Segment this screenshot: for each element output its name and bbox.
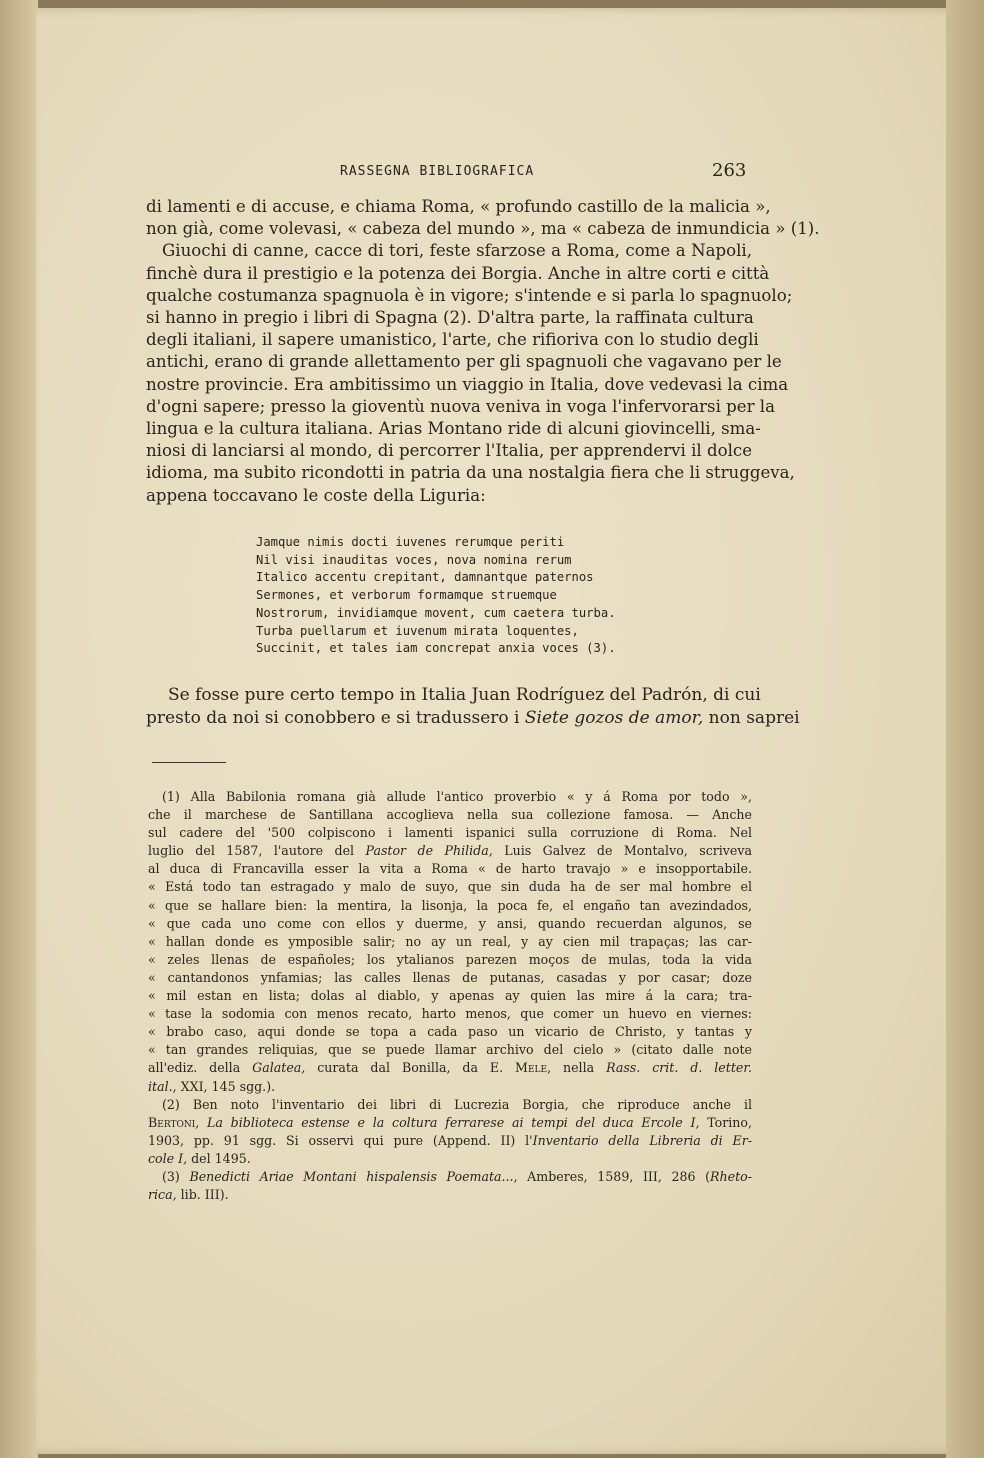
journal-title-italic: ital. [148, 1078, 173, 1094]
text-fragment: all'ediz. della [148, 1060, 241, 1076]
footnote-2-line [148, 1150, 752, 1168]
text-fragment: lib. III). [180, 1187, 229, 1203]
footnote-1-line: « cantandonos ynfamias; las calles llenas de putanas, casadas y por casar; doze [148, 969, 752, 985]
footnote-1-line: « hallan donde es ymposible salir; no ay un real, y ay cien mil trapaças; las car- [148, 933, 752, 949]
text-line [146, 707, 800, 730]
text-fragment: curata dal Bonilla, da E. [317, 1060, 504, 1076]
book-title-italic: Galatea, [252, 1060, 306, 1076]
verse-line: Italico accentu crepitant, damnantque paternos [256, 570, 594, 585]
text-line: idioma, ma subito ricondotti in patria da una nostalgia fiera che li struggeva, [146, 463, 795, 483]
footnote-3-line [148, 1168, 752, 1186]
footnote-rule [152, 762, 226, 763]
text-line: niosi di lanciarsi al mondo, di percorrer l'Italia, per apprendervi il dolce [146, 441, 753, 461]
text-line: appena toccavano le coste della Liguria: [146, 485, 486, 505]
text-line: non già, come volevasi, « cabeza del mundo », ma « cabeza de inmundicia » (1). [146, 219, 820, 239]
footnote-1-line: (1) Alla Babilonia romana già allude l'antico proverbio « y á Roma por todo », [162, 789, 752, 804]
journal-title-italic: Rass. crit. d. letter. [606, 1060, 752, 1076]
book-title-italic: Benedicti Ariae Montani hispalensis Poemata... [189, 1168, 514, 1184]
text-fragment: (3) [162, 1168, 180, 1184]
footnote-1-line: « brabo caso, aqui donde se topa a cada paso un vicario de Christo, y tantas y [148, 1024, 752, 1040]
text-fragment: del 1495. [191, 1150, 251, 1166]
footnote-1-line: « tase la sodomia con menos recato, harto menos, que comer un huevo en viernes: [148, 1006, 752, 1022]
footnote-1-line: « mil estan en lista; dolas al diablo, y apenas ay quien las mire á la cara; tra- [148, 988, 752, 1004]
text-line: nostre provincie. Era ambitissimo un viaggio in Italia, dove vedevasi la cima [146, 374, 789, 394]
book-title-italic: cole I, [148, 1150, 188, 1166]
footnote-1-line: sul cadere del '500 colpiscono i lamenti ispanici sulla corruzione di Roma. Nel [148, 825, 752, 841]
page-number: 263 [712, 160, 747, 181]
text-line: qualche costumanza spagnuola è in vigore; s'intende e si parla lo spagnuolo; [146, 285, 793, 305]
footnote-1-line: « tan grandes reliquias, que se puede llamar archivo del cielo » (citato dalle note [148, 1042, 752, 1058]
text-line: d'ogni sapere; presso la gioventù nuova veniva in voga l'infervorarsi per la [146, 396, 775, 416]
footnote-3-line [148, 1186, 752, 1204]
text-fragment: Luis Galvez de Montalvo, scriveva [504, 843, 752, 859]
book-title-italic: Pastor de Philida, [365, 843, 493, 859]
book-title-italic: La biblioteca estense e la coltura ferrarese ai tempi del duca Ercole I, [207, 1114, 700, 1130]
text-line: lingua e la cultura italiana. Arias Montano ride di alcuni giovincelli, sma- [146, 419, 761, 439]
running-head [0, 160, 984, 184]
verse-line: Turba puellarum et iuvenum mirata loquentes, [256, 623, 579, 638]
verse-line: Sermones, et verborum formamque struemque [256, 588, 557, 603]
text-fragment: , nella [547, 1060, 595, 1076]
book-title-italic: Siete gozos de amor, [524, 708, 704, 728]
text-line: finchè dura il prestigio e la potenza dei Borgia. Anche in altre corti e città [146, 263, 770, 283]
verse-line: Succinit, et tales iam concrepat anxia voces (3). [256, 641, 616, 656]
footnote-1-line [148, 1059, 752, 1077]
footnote-1-line: « que cada uno come con ellos y duerme, y ansi, quando recuerdan algunos, se [148, 915, 752, 931]
book-title-italic: rica, [148, 1187, 177, 1203]
footnote-1-line [148, 842, 752, 860]
left-page-edge [0, 0, 38, 1458]
footnote-1-line: « Está todo tan estragado y malo de suyo, que sin duda ha de ser mal hombre el [148, 879, 752, 895]
text-line: degli italiani, il sapere umanistico, l'arte, che rifioriva con lo studio degli [146, 330, 759, 350]
second-paragraph [146, 684, 800, 730]
footnotes [148, 788, 752, 1204]
text-line: Giuochi di canne, cacce di tori, feste sfarzose a Roma, come a Napoli, [162, 241, 752, 261]
text-line: si hanno in pregio i libri di Spagna (2). D'altra parte, la raffinata cultura [146, 308, 754, 328]
footnote-1-line: « que se hallare bien: la mentira, la lisonja, la poca fe, el engaño tan avezindados, [148, 897, 752, 913]
text-line: Se fosse pure certo tempo in Italia Juan Rodríguez del Padrón, di cui [168, 685, 761, 705]
author-smallcaps: Mele [515, 1060, 548, 1076]
text-line: antichi, erano di grande allettamento per gli spagnuoli che vagavano per le [146, 352, 782, 372]
footnote-1-line: « zeles llenas de españoles; los ytalianos parezen moços de mulas, toda la vida [148, 951, 752, 967]
footnote-1-line: che il marchese de Santillana accoglieva nella sua collezione famosa. — Anche [148, 807, 752, 823]
text-fragment: 1903, pp. 91 sgg. Si osservi qui pure (Append. II) l' [148, 1132, 533, 1148]
right-page-edge [946, 0, 984, 1458]
verse-line: Nostrorum, invidiamque movent, cum caetera turba. [256, 605, 616, 620]
text-fragment: , Amberes, 1589, III, 286 ( [513, 1168, 711, 1184]
running-title: RASSEGNA BIBLIOGRAFICA [340, 164, 535, 179]
verse-line: Jamque nimis docti iuvenes rerumque periti [256, 535, 565, 549]
main-paragraph [146, 196, 820, 507]
text-fragment: Torino, [707, 1114, 752, 1130]
book-title-italic: Inventario della Libreria di Er- [532, 1132, 752, 1148]
latin-verse-quote [256, 534, 636, 658]
text-line: di lamenti e di accuse, e chiama Roma, « profundo castillo de la malicia », [146, 197, 771, 216]
text-fragment: presto da noi si conobbero e si tradussero i [146, 708, 520, 728]
footnote-2-line [148, 1132, 752, 1150]
book-title-italic: Rheto- [710, 1168, 752, 1184]
footnote-2-line: (2) Ben noto l'inventario dei libri di Lucrezia Borgia, che riproduce anche il [162, 1096, 752, 1112]
verse-line: Nil visi inauditas voces, nova nomina rerum [256, 552, 572, 567]
text-fragment: , XXI, 145 sgg.). [172, 1078, 276, 1094]
text-fragment: non saprei [708, 708, 800, 728]
footnote-2-line: Bertoni, La biblioteca estense e la coltura ferrarese ai tempi del duca Ercole I, Torino, [148, 1114, 752, 1130]
footnote-1-line: al duca di Francavilla esser la vita a Roma « de harto travajo » e insopportabile. [148, 861, 752, 877]
footnote-1-line [148, 1078, 752, 1096]
text-fragment: luglio del 1587, l'autore del [148, 843, 355, 859]
author-smallcaps: Bertoni [148, 1114, 196, 1130]
